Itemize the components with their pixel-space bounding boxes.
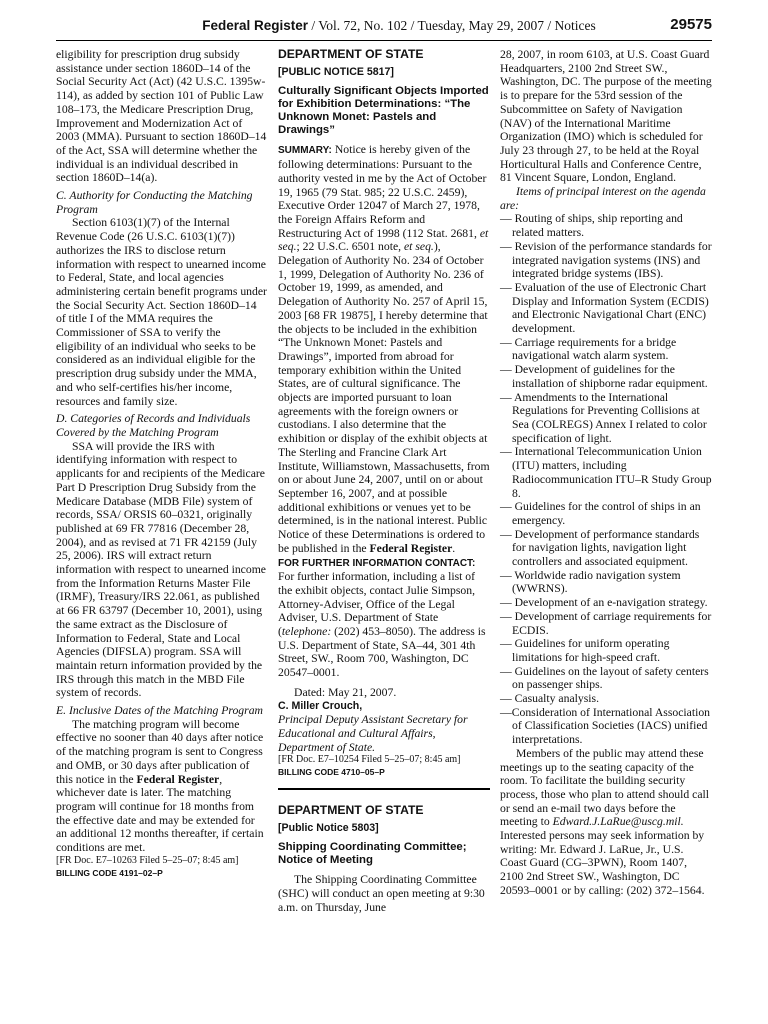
- agenda-item: — Guidelines for the control of ships in an emergency.: [500, 500, 701, 527]
- contact-text: For further information, including a list of the exhibit objects, contact Julie Simpson, Attorney-Adviser, Office of the Legal Adviser, U.S. Department of State (: [278, 570, 476, 639]
- notice-title: Culturally Significant Objects Imported for Exhibition Determinations: “The Unknown Monet: Pastels and Drawings”: [278, 85, 489, 137]
- section-divider: [278, 788, 490, 790]
- column-2: [278, 48, 490, 915]
- summary-text: ; 22 U.S.C. 6501 note,: [296, 240, 404, 254]
- contact-text: (202) 453–8050). The address is U.S. Department of State, SA–44, 301 4th Street, SW., Room 700, Washington, DC 20547–0001.: [278, 625, 486, 680]
- agenda-item: — Amendments to the International Regulations for Preventing Collisions at Sea (COLREGS) Annex I related to color specification of light.: [500, 390, 707, 445]
- agenda-item: — Guidelines for uniform operating limitations for high-speed craft.: [500, 637, 670, 664]
- agenda-item: — Evaluation of the use of Electronic Chart Display and Information System (ECDIS) and Electronic Navigational Chart (ENC) development.: [500, 280, 709, 336]
- meeting-paragraph: The Shipping Coordinating Committee (SHC) will conduct an open meeting at 9:30 a.m. on Thursday, June: [278, 873, 485, 914]
- agenda-list: [500, 212, 712, 746]
- public-text: Members of the public may attend these meetings up to the seating capacity of the room. To facilitate the building security process, those who plan to attend should call or send an e-mail two days before the meeting to: [500, 746, 710, 829]
- summary-text: Notice is hereby given of the following determinations: Pursuant to the authority vested in me by the Act of October 19, 1965 (79 Stat. 985; 22 U.S.C. 2459), Executive Order 12047 of March 27, 1978, the Foreign Affairs Reform and Restructuring Act of 1998 (112 Stat. 2681,: [278, 143, 487, 240]
- summary-label: SUMMARY:: [278, 145, 332, 157]
- fr-doc-line: [FR Doc. E7–10263 Filed 5–25–07; 8:45 am]: [56, 854, 239, 866]
- summary-paragraph: [278, 143, 490, 555]
- agenda-item: — Carriage requirements for a bridge navigational watch alarm system.: [500, 335, 677, 363]
- section-d-heading: D. Categories of Records and Individuals Covered by the Matching Program: [56, 412, 251, 439]
- meeting-continued: 28, 2007, in room 6103, at U.S. Coast Guard Headquarters, 2100 2nd Street SW., Washington, DC. The purpose of the meeting is to prepare for the 53rd session of the Subcommittee on Safety of Navigation (NAV) of the International Maritime Organization (IMO) which is scheduled for July 23 through 27, to be held at the Royal Horticultural Halls and Conference Centre, 81 Vincent Square, London, England.: [500, 48, 712, 185]
- section-e-text-end: , whichever date is later. The matching program will continue for 18 months from the effective date and may be extended for an additional 12 months thereafter, if certain conditions are met.: [56, 772, 264, 855]
- section-e-body: [56, 718, 268, 855]
- dated-line: Dated: May 21, 2007.: [294, 685, 397, 699]
- section-e-heading: E. Inclusive Dates of the Matching Program: [56, 704, 263, 718]
- section-d-body: SSA will provide the IRS with identifying information with respect to applicants for and recipients of the Medicare Part D Prescription Drug Subsidy from the Medicare Database (MDB File) system of records, SSA/ ORSIS 60–0321, originally published at 69 FR 77816 (December 28, 2004), and as revised at 71 FR 42159 (July 25, 2006). IRS will extract return information with respect to unearned income from the Information Returns Master File (IRMF), Treasury/IRS 22.061, as published at 66 FR 63797 (December 10, 2001), using the same extract as the Disclosure of Information to Federal, State and Local Agencies (DIFSLA) program. SSA will maintain return information provided by the IRS through this match in the MBD File system of records.: [56, 439, 266, 700]
- fr-doc-line: [FR Doc. E7–10254 Filed 5–25–07; 8:45 am]: [278, 754, 461, 766]
- intro-paragraph: eligibility for prescription drug subsidy assistance under section 1860D–14 of the Social Security Act (Act) (42 U.S.C. 1395w-114), as added by section 101 of Public Law 108–173, the Medicare Prescription Drug, Improvement and Modernization Act of 2003 (MMA). Pursuant to section 1860D–14 of the Act, SSA will determine whether the individual is an individual described in section 1860D–14(a).: [56, 48, 267, 185]
- column-3: [500, 48, 712, 898]
- section-c-heading: C. Authority for Conducting the Matching Program: [56, 189, 253, 216]
- agenda-item: — Revision of the performance standards for integrated navigation systems (INS) and integrated bridge systems (IBS).: [500, 239, 712, 281]
- contact-email: Edward.J.LaRue@uscg.mil.: [552, 815, 684, 829]
- summary-text: ), Delegation of Authority No. 234 of October 1, 1999, Delegation of Authority No. 236 of October 19, 1999, as amended, and Delegation of Authority No. 257 of April 15, 2003 [68 FR 19875], I hereby determine that the objects to be included in the exhibition “The Unknown Monet: Pastels and Drawings”, imported from abroad for temporary exhibition within the United States, are of cultural significance. The objects are imported pursuant to loan agreements with the foreign owners or custodians. I also determine that the exhibition or display of the exhibit objects at The Sterling and Francine Clark Art Institute, Williamstown, Massachusetts, from on or about June 24, 2007, until on or about September 16, 2007, and at possible additional exhibitions or venues yet to be determined, is in the national interest. Public Notice of these Determinations is ordered to be published in the: [278, 240, 490, 555]
- page-number: 29575: [670, 16, 712, 33]
- section-c-body: Section 6103(1)(7) of the Internal Revenue Code (26 U.S.C. 6103(1)(7)) authorizes the IRS to disclose return information with respect to unearned income to Federal, State, and local agencies administering certain benefit programs under the Social Security Act. Section 1860D–14 of title I of the MMA requires the Commissioner of SSA to verify the eligibility of an individual who seeks to be considered as an individual eligible for the prescription drug subsidy under the MMA, and who self-certifies his/her income, resources and family size.: [56, 216, 267, 408]
- agenda-item: — Routing of ships, ship reporting and related matters.: [500, 212, 683, 240]
- public-attendance-paragraph: [500, 747, 712, 898]
- public-notice-number: [Public Notice 5803]: [278, 821, 379, 834]
- column-1: [56, 48, 268, 880]
- summary-text: .: [452, 541, 456, 555]
- federal-register-ref: Federal Register: [136, 772, 220, 786]
- agenda-intro: Items of principal interest on the agenda are:: [500, 185, 706, 212]
- department-heading: DEPARTMENT OF STATE: [278, 47, 424, 61]
- agenda-item: — Development of an e-navigation strategy.: [500, 596, 708, 610]
- agenda-item: — Development of guidelines for the installation of shipborne radar equipment.: [500, 363, 708, 390]
- contact-paragraph: [278, 556, 490, 680]
- et-seq: et seq.: [278, 226, 489, 254]
- agenda-item: — Casualty analysis.: [500, 692, 600, 706]
- agenda-item: —Consideration of International Association of Classification Societies (IACS) unified interpretations.: [500, 705, 711, 747]
- agenda-item: — International Telecommunication Union (ITU) matters, including Radiocommunication ITU–R Study Group 8.: [500, 445, 712, 500]
- signer-name: C. Miller Crouch,: [278, 699, 363, 712]
- agenda-item: — Development of carriage requirements for ECDIS.: [500, 609, 712, 637]
- section-e-text: The matching program will become effective no sooner than 40 days after notice of the matching program is sent to Congress and OMB, or 30 days after publication of this notice in the: [56, 717, 264, 786]
- header-citation: [176, 18, 622, 34]
- running-header: [56, 10, 712, 41]
- department-heading: DEPARTMENT OF STATE: [278, 803, 424, 818]
- issue-info: / Vol. 72, No. 102 / Tuesday, May 29, 2007 / Notices: [308, 18, 596, 33]
- public-notice-number: [PUBLIC NOTICE 5817]: [278, 65, 394, 78]
- contact-label: FOR FURTHER INFORMATION CONTACT:: [278, 557, 476, 569]
- agenda-item: — Guidelines on the layout of safety centers on passenger ships.: [500, 664, 709, 692]
- et-seq: et seq.: [403, 240, 434, 254]
- agenda-item: — Development of performance standards for navigation lights, navigation light controllers and associated equipment.: [500, 527, 700, 569]
- notice-title: Shipping Coordinating Committee; Notice of Meeting: [278, 841, 467, 867]
- agenda-item: — Worldwide radio navigation system (WWRNS).: [500, 568, 681, 596]
- telephone-label: telephone:: [281, 625, 332, 639]
- billing-code: BILLING CODE 4191–02–P: [56, 867, 163, 878]
- signer-title: Principal Deputy Assistant Secretary for Educational and Cultural Affairs, Department of State.: [278, 713, 468, 754]
- public-text: Interested persons may seek information by writing: Mr. Edward J. LaRue, Jr., U.S. Coast Guard (CG–3PWN), Room 1407, 2100 2nd Street SW., Washington, DC 20593–0001 or by calling: (202) 372–1564.: [500, 829, 705, 897]
- journal-name: Federal Register: [202, 18, 309, 33]
- billing-code: BILLING CODE 4710–05–P: [278, 767, 385, 778]
- federal-register-ref: Federal Register: [369, 541, 453, 555]
